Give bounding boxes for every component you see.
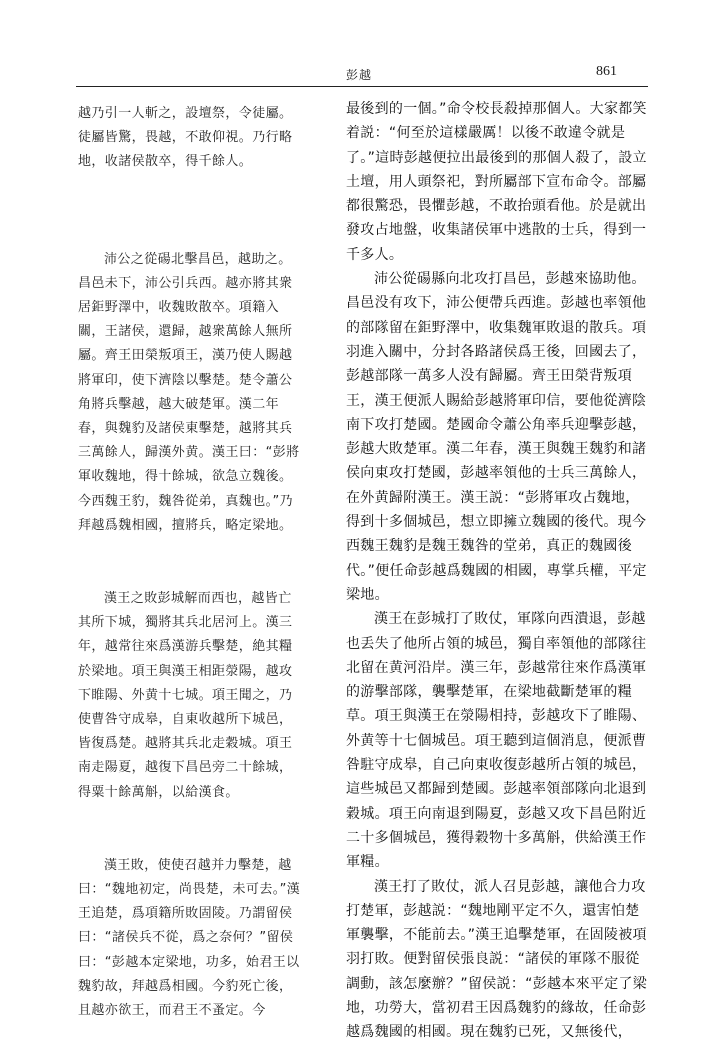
- translation-paragraph: 沛公從碭縣向北攻打昌邑，彭越來協助他。昌邑没有攻下，沛公便帶兵西進。彭越也率領他的部隊留在鉅野澤中，收集魏軍敗退的散兵。項羽進入關中，分封各路諸侯爲王後，回國去了，彭越部隊一萬多人没有歸屬。齊王田榮背叛項王，漢王便派人賜給彭越將軍印信，要他從濟陰南下攻打楚國。楚國命令蕭公角率兵迎擊彭越，彭越大敗楚軍。漢二年春，漢王與魏王魏豹和諸侯向東攻打楚國，彭越率領他的士兵三萬餘人，在外黄歸附漢王。漢王説：“彭將軍攻占魏地，得到十多個城邑，想立即擁立魏國的後代。現今西魏王魏豹是魏王魏咎的堂弟，真正的魏國後代。”便任命彭越爲魏國的相國，專掌兵權，平定梁地。: [346, 271, 647, 603]
- original-paragraph: 漢王之敗彭城解而西也，越皆亡其所下城，獨將其兵北居河上。漢三年，越常往來爲漢游兵擊楚，絶其糧於梁地。項王與漢王相距滎陽，越攻下睢陽、外黄十七城。項王聞之，乃使曹咎守成皋，自東收越所下城邑，皆復爲楚。越將其兵北走穀城。項王南走陽夏，越復下昌邑旁二十餘城，得粟十餘萬斛，以給漢食。: [78, 591, 293, 800]
- translation-paragraph: 最後到的一個。”命令校長殺掉那個人。大家都笑着説：“何至於這樣嚴厲！以後不敢違令就是了。”這時彭越便拉出最後到的那個人殺了，設立土壇，用人頭祭祀，對所屬部下宣布命令。部屬都很驚恐，畏懼彭越，不敢抬頭看他。於是就出發攻占地盤，收集諸侯軍中逃散的士兵，得到一千多人。: [346, 101, 647, 263]
- translation-paragraph: 漢王在彭城打了敗仗，軍隊向西潰退，彭越也丢失了他所占領的城邑，獨自率領他的部隊往北留在黄河沿岸。漢三年，彭越常往來作爲漢軍的游擊部隊，襲擊楚軍，在梁地截斷楚軍的糧草。項王與漢王在滎陽相持，彭越攻下了睢陽、外黄等十七個城邑。項王聽到這個消息，便派曹咎駐守成皋，自己向東收復彭越所占領的城邑，這些城邑又都歸到楚國。彭越率領部隊向北退到穀城。項王向南退到陽夏，彭越又攻下昌邑附近二十多個城邑，獲得穀物十多萬斛，供給漢王作軍糧。: [346, 611, 647, 871]
- running-title: 彭越: [346, 68, 373, 82]
- translation-paragraph: 漢王打了敗仗，派人召見彭越，讓他合力攻打楚軍，彭越説：“魏地剛平定不久，還害怕楚軍襲擊，不能前去。”漢王追擊楚軍，在固陵被項羽打敗。便對留侯張良説：“諸侯的軍隊不服從調動，該怎麼辦？”留侯説：“彭越本來平定了梁地，功勞大，當初君王因爲魏豹的緣故，任命彭越爲魏國的相國。現在魏豹已死，又無後代，: [346, 878, 648, 1041]
- original-paragraph: 沛公之從碭北擊昌邑，越助之。昌邑未下，沛公引兵西。越亦將其衆居鉅野澤中，收魏敗散卒。項籍入關，王諸侯，還歸，越衆萬餘人無所屬。齊王田榮叛項王，漢乃使人賜越將軍印，使下濟陰以擊楚。楚令蕭公角將兵擊越，越大破楚軍。漢二年春，與魏豹及諸侯東擊楚，越將其兵三萬餘人，歸漢外黄。漢王曰：“彭將軍收魏地，得十餘城，欲急立魏後。今西魏王豹，魏咎從弟，真魏也。”乃拜越爲魏相國，擅將兵，略定梁地。: [78, 251, 300, 533]
- translation-column: [346, 97, 650, 1045]
- original-paragraph: 漢王敗，使使召越并力擊楚，越曰：“魏地初定，尚畏楚，未可去。”漢王追楚，爲項籍所敗固陵。乃謂留侯曰：“諸侯兵不從，爲之奈何？”留侯曰：“彭越本定梁地，功多，始君王以魏豹故，拜越爲相國。今豹死亡後，且越亦欲王，而君王不蚤定。今: [78, 857, 301, 1019]
- original-paragraph: 越乃引一人斬之，設壇祭，令徒屬。徒屬皆驚，畏越，不敢仰視。乃行略地，收諸侯散卒，得千餘人。: [78, 106, 293, 170]
- page-number: 861: [596, 64, 617, 79]
- header-rule: [76, 86, 648, 87]
- running-header: [0, 62, 716, 88]
- original-text-column: [78, 102, 302, 1023]
